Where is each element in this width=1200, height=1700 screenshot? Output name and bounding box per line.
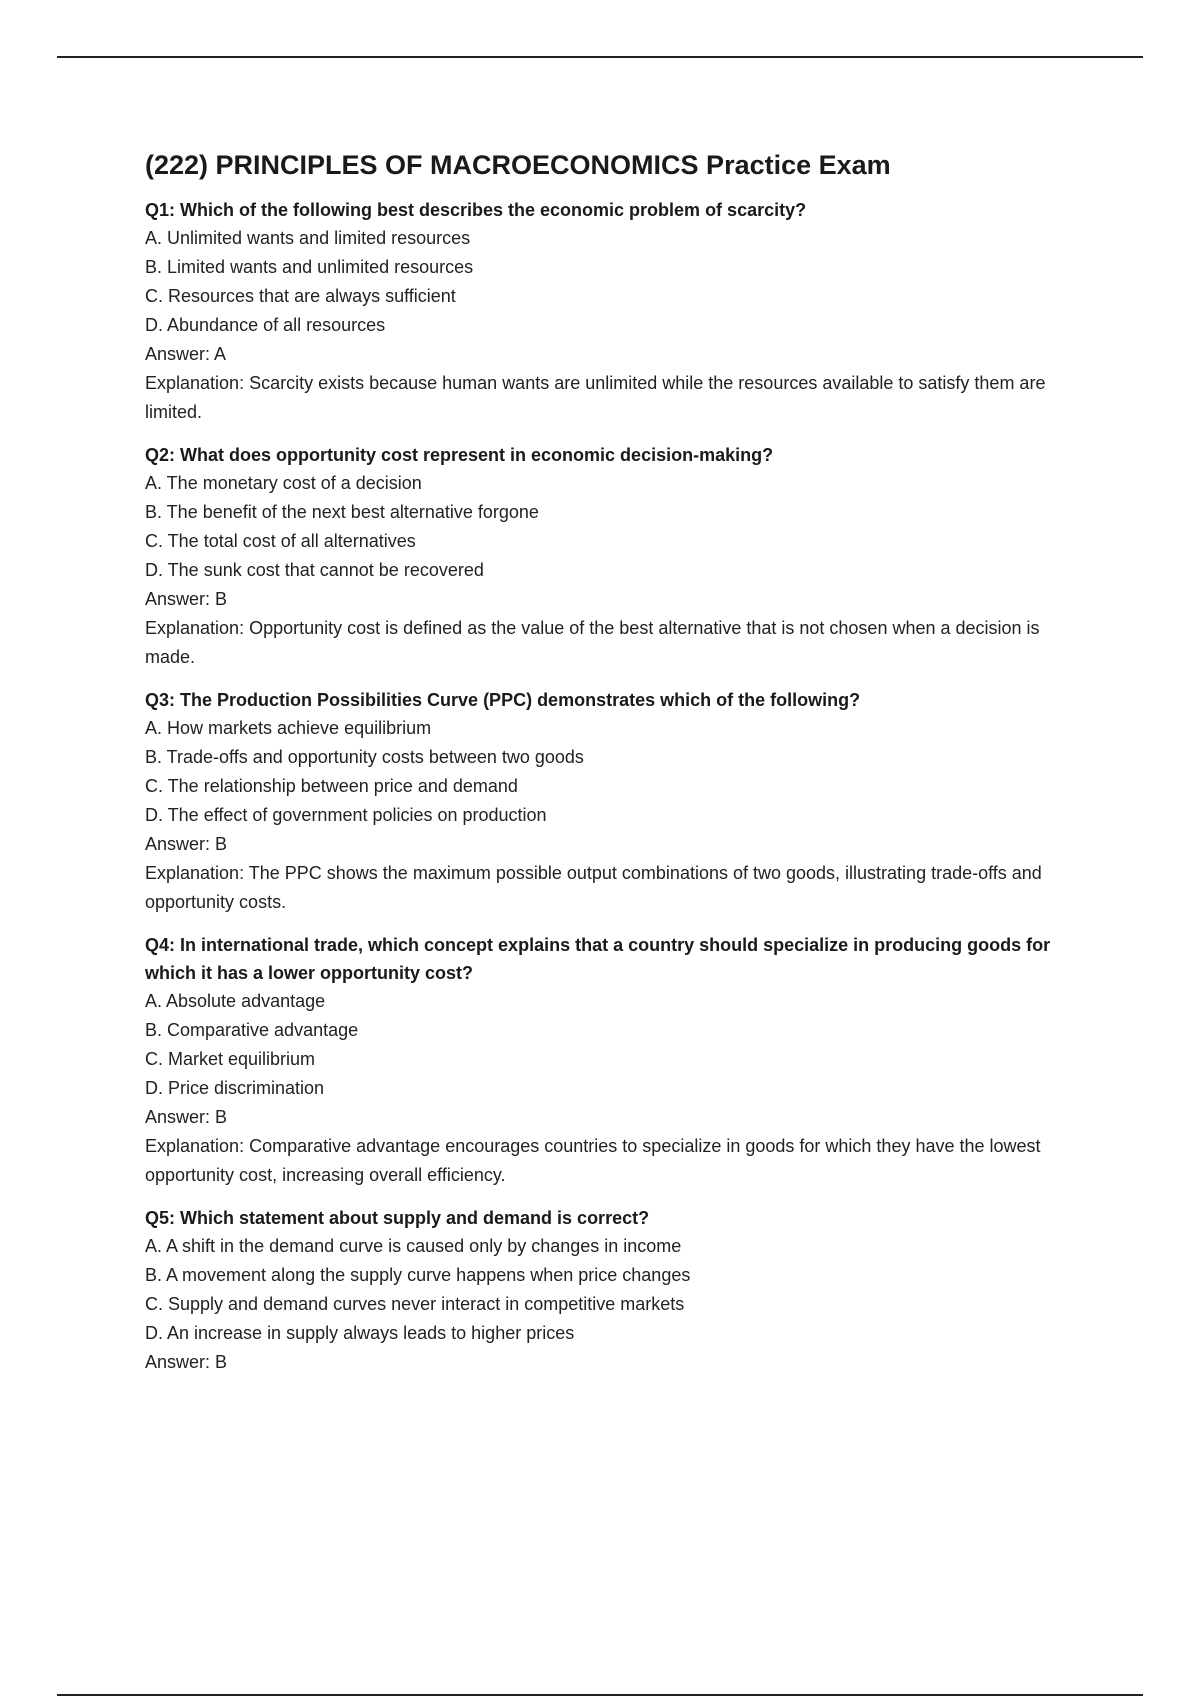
question-text: Q2: What does opportunity cost represent in economic decision-making? [145, 445, 774, 465]
answer-option: A. How markets achieve equilibrium [145, 718, 432, 738]
correct-answer: Answer: B [145, 834, 228, 854]
correct-answer: Answer: B [145, 589, 228, 609]
correct-answer: Answer: B [145, 1107, 228, 1127]
answer-option: A. Unlimited wants and limited resources [145, 228, 471, 248]
answer-option: D. The sunk cost that cannot be recovered [145, 560, 484, 580]
question-text: Q4: In international trade, which concept explains that a country should specialize in producing goods for which it has a lower opportunity cost? [145, 935, 1051, 983]
answer-option: B. A movement along the supply curve happens when price changes [145, 1265, 691, 1285]
answer-option: B. Comparative advantage [145, 1020, 359, 1040]
answer-option: A. The monetary cost of a decision [145, 473, 422, 493]
answer-option: D. Abundance of all resources [145, 315, 386, 335]
question-block [145, 1204, 1090, 1377]
answer-option: A. A shift in the demand curve is caused only by changes in income [145, 1236, 682, 1256]
answer-option: C. Supply and demand curves never interact in competitive markets [145, 1294, 685, 1314]
question-text: Q3: The Production Possibilities Curve (PPC) demonstrates which of the following? [145, 690, 861, 710]
correct-answer: Answer: B [145, 1352, 228, 1372]
correct-answer: Answer: A [145, 344, 227, 364]
bottom-rule [57, 1694, 1143, 1696]
answer-option: B. Trade-offs and opportunity costs between two goods [145, 747, 584, 767]
question-block [145, 441, 1090, 672]
answer-option: D. An increase in supply always leads to higher prices [145, 1323, 575, 1343]
answer-option: C. Market equilibrium [145, 1049, 316, 1069]
page-title: (222) PRINCIPLES OF MACROECONOMICS Practice Exam [145, 150, 891, 180]
question-text: Q5: Which statement about supply and demand is correct? [145, 1208, 650, 1228]
answer-option: D. The effect of government policies on production [145, 805, 547, 825]
explanation: Explanation: Scarcity exists because human wants are unlimited while the resources available to satisfy them are limited. [145, 373, 1046, 422]
answer-option: C. Resources that are always sufficient [145, 286, 456, 306]
question-block [145, 686, 1090, 917]
document-body [145, 148, 1090, 1391]
answer-option: B. Limited wants and unlimited resources [145, 257, 474, 277]
answer-option: D. Price discrimination [145, 1078, 325, 1098]
question-text: Q1: Which of the following best describes the economic problem of scarcity? [145, 200, 807, 220]
question-block [145, 196, 1090, 427]
answer-option: A. Absolute advantage [145, 991, 326, 1011]
explanation: Explanation: The PPC shows the maximum possible output combinations of two goods, illustrating trade-offs and opportunity costs. [145, 863, 1042, 912]
top-rule [57, 56, 1143, 58]
answer-option: C. The relationship between price and demand [145, 776, 518, 796]
answer-option: B. The benefit of the next best alternative forgone [145, 502, 539, 522]
question-block [145, 931, 1090, 1190]
explanation: Explanation: Comparative advantage encourages countries to specialize in goods for which they have the lowest opportunity cost, increasing overall efficiency. [145, 1136, 1041, 1185]
answer-option: C. The total cost of all alternatives [145, 531, 416, 551]
explanation: Explanation: Opportunity cost is defined as the value of the best alternative that is not chosen when a decision is made. [145, 618, 1040, 667]
